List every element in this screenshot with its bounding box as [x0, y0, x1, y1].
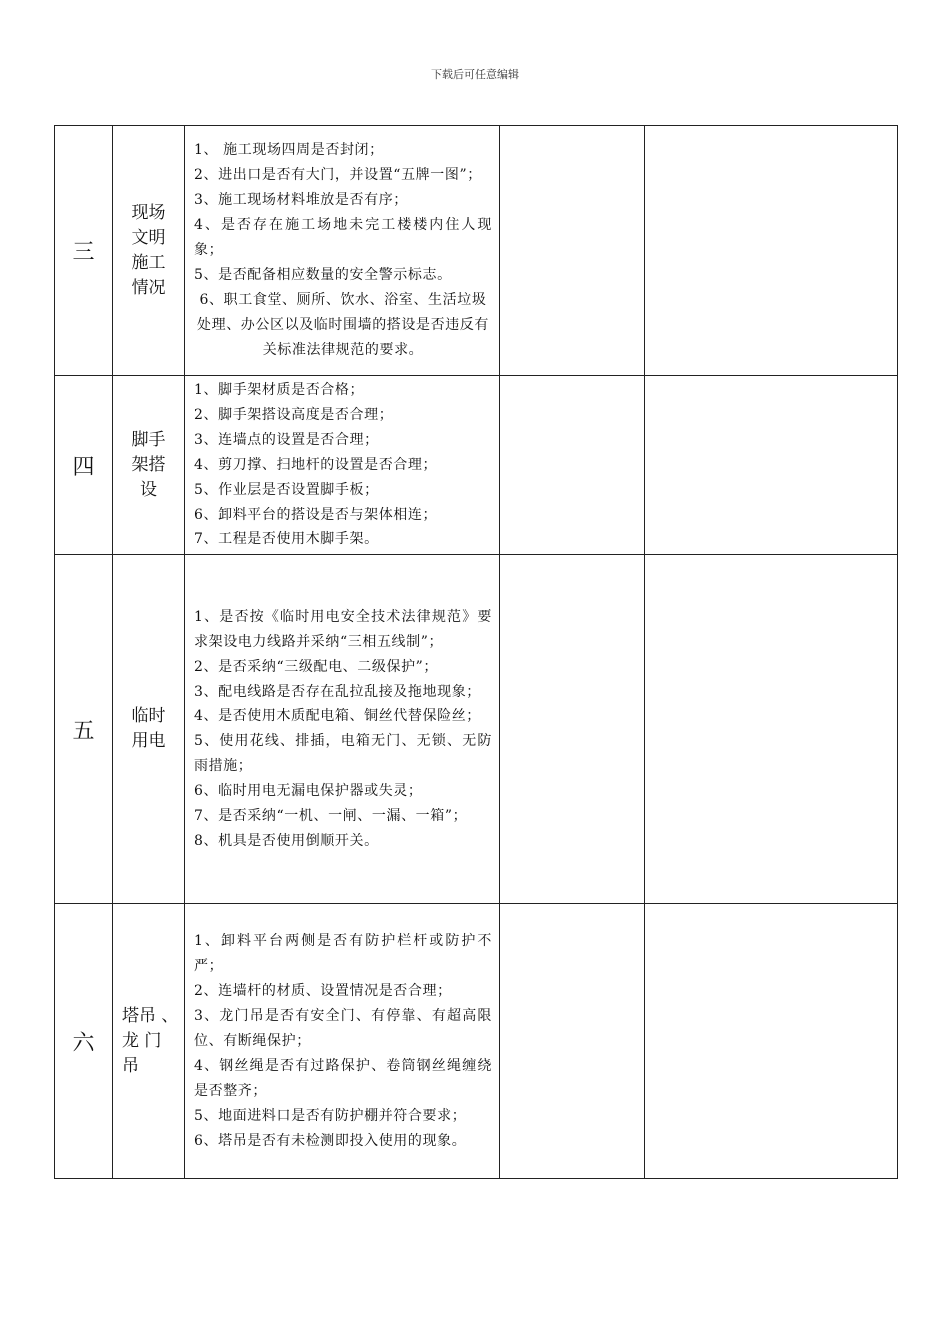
check-item: 8、机具是否使用倒顺开关。 — [194, 832, 379, 849]
row-number: 四 — [55, 376, 113, 555]
blank-cell[interactable] — [645, 904, 898, 1179]
table-row — [55, 904, 898, 1179]
row-items — [185, 126, 500, 376]
blank-cell[interactable] — [500, 555, 645, 904]
check-item: 4、剪刀撑、扫地杆的设置是否合理； — [194, 456, 438, 473]
check-item: 3、配电线路是否存在乱拉乱接及拖地现象； — [194, 683, 481, 700]
check-item: 6、职工食堂、厕所、饮水、浴室、生活垃圾处理、办公区以及临时围墙的搭设是否违反有关标准法律规范的要求。 — [197, 291, 489, 358]
category-line: 架搭 — [131, 454, 166, 475]
row-category — [113, 376, 185, 555]
row-number: 五 — [55, 555, 113, 904]
row-category — [113, 126, 185, 376]
table-row — [55, 126, 898, 376]
check-item: 2、进出口是否有大门，并设置“五牌一图”； — [194, 167, 482, 184]
category-line: 龙 门 — [122, 1030, 162, 1051]
category-line: 现场 — [131, 202, 166, 223]
row-number: 六 — [55, 904, 113, 1179]
check-item: 5、是否配备相应数量的安全警示标志。 — [194, 266, 452, 283]
check-item: 7、工程是否使用木脚手架。 — [194, 531, 379, 548]
check-item: 6、临时用电无漏电保护器或失灵； — [194, 783, 423, 800]
check-item: 3、连墙点的设置是否合理； — [194, 431, 379, 448]
category-line: 临时 — [131, 706, 166, 727]
table-row — [55, 376, 898, 555]
check-item: 2、脚手架搭设高度是否合理； — [194, 406, 394, 423]
row-category — [113, 555, 185, 904]
blank-cell[interactable] — [500, 126, 645, 376]
category-line: 吊 — [122, 1055, 139, 1076]
check-item: 6、卸料平台的搭设是否与架体相连； — [194, 506, 438, 523]
check-item: 1、是否按《临时用电安全技术法律规范》要求架设电力线路并采纳“三相五线制”； — [194, 608, 492, 650]
blank-cell[interactable] — [500, 904, 645, 1179]
table-row — [55, 555, 898, 904]
header-note: 下载后可任意编辑 — [431, 68, 519, 81]
category-line: 情况 — [131, 277, 166, 298]
row-items — [185, 904, 500, 1179]
category-line: 塔吊 、 — [122, 1005, 179, 1026]
check-item: 7、是否采纳“一机、一闸、一漏、一箱”； — [194, 808, 468, 825]
blank-cell[interactable] — [500, 376, 645, 555]
check-item: 6、塔吊是否有未检测即投入使用的现象。 — [194, 1132, 467, 1149]
check-item: 3、龙门吊是否有安全门、有停靠、有超高限位、有断绳保护； — [194, 1007, 492, 1049]
blank-cell[interactable] — [645, 555, 898, 904]
check-item: 5、使用花线、排插，电箱无门、无锁、无防雨措施； — [194, 733, 492, 775]
check-item: 4、是否存在施工场地未完工楼楼内住人现象； — [194, 217, 492, 259]
check-item: 1、 施工现场四周是否封闭； — [194, 142, 384, 159]
blank-cell[interactable] — [645, 126, 898, 376]
category-line: 施工 — [131, 252, 166, 273]
check-item: 4、钢丝绳是否有过路保护、卷筒钢丝绳缠绕是否整齐； — [194, 1057, 492, 1099]
check-item: 2、是否采纳“三级配电、二级保护”； — [194, 658, 439, 675]
row-category — [113, 904, 185, 1179]
category-line: 设 — [140, 479, 157, 500]
check-item: 2、连墙杆的材质、设置情况是否合理； — [194, 983, 452, 1000]
check-item: 1、脚手架材质是否合格； — [194, 382, 365, 398]
category-line: 文明 — [131, 227, 166, 248]
check-item: 3、施工现场材料堆放是否有序； — [194, 192, 408, 209]
blank-cell[interactable] — [645, 376, 898, 555]
check-item: 5、作业层是否设置脚手板； — [194, 481, 379, 498]
row-number: 三 — [55, 126, 113, 376]
category-line: 脚手 — [131, 429, 166, 450]
check-item: 5、地面进料口是否有防护棚并符合要求； — [194, 1107, 467, 1124]
check-item: 4、是否使用木质配电箱、铜丝代替保险丝； — [194, 708, 481, 725]
check-item: 1、卸料平台两侧是否有防护栏杆或防护不严； — [194, 933, 492, 975]
inspection-table — [54, 125, 898, 1179]
row-items — [185, 376, 500, 555]
category-line: 用电 — [131, 731, 166, 752]
row-items — [185, 555, 500, 904]
